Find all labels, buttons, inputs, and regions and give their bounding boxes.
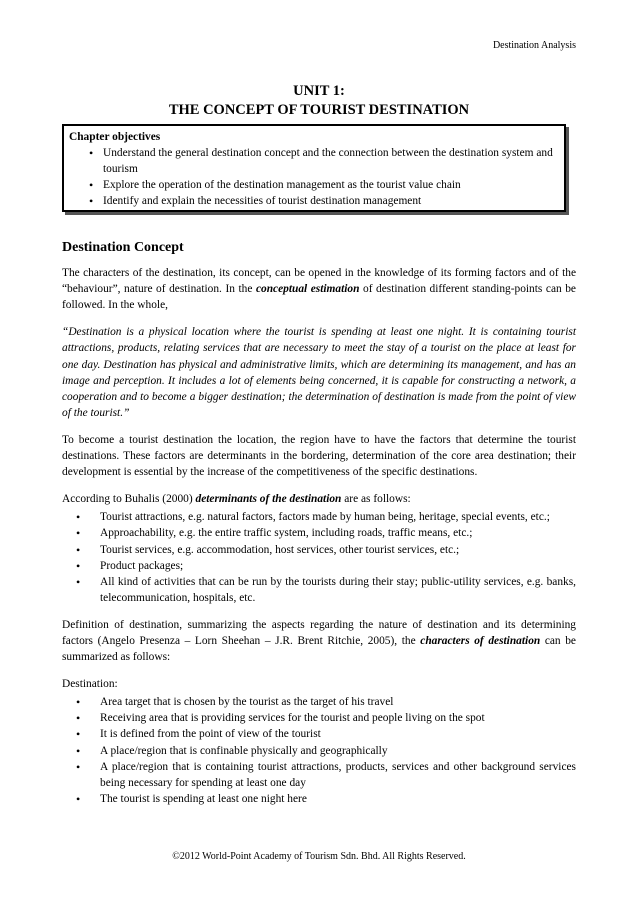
text-run: are as follows: [341, 493, 411, 506]
paragraph-factors: To become a tourist destination the location, the region have to have the factors that determine the tourist destinations. These factors are determinants in the bordering, determination of the core area destination; their development is essential by the increase of the competitiveness of the specific destinations. [62, 433, 576, 479]
determinants-list [62, 509, 576, 606]
list-item: • Tourist attractions, e.g. natural factors, factors made by human being, heritage, special events, etc.; [62, 509, 576, 525]
objectives-title: Chapter objectives [69, 131, 161, 143]
text-run: According to Buhalis (2000) [62, 493, 196, 506]
paragraph-definition [62, 617, 576, 665]
page-footer: ©2012 World-Point Academy of Tourism Sdn. Bhd. All Rights Reserved. [172, 851, 466, 862]
text-run: of destination different standing-points can be followed. In the whole, [62, 283, 576, 312]
emphasis: determinants of the destination [195, 493, 342, 506]
list-item: • Receiving area that is providing services for the tourist and people living on the spot [62, 710, 576, 726]
section-heading: Destination Concept [62, 240, 184, 255]
list-item: • All kind of activities that can be run by the tourists during their stay; public-utility services, e.g. banks, telecommunication, hospitals, etc. [62, 574, 576, 606]
list-item: • Area target that is chosen by the tourist as the target of his travel [62, 694, 576, 710]
running-header: Destination Analysis [492, 40, 576, 51]
definition-quote: “Destination is a physical location where the tourist is spending at least one night. It is containing tourist attractions, products, relating services that are necessary to meet the stay of a tourist on the place at least for one day. Destination has physical and administrative limits, which are determining its management, and has an image and perception. It includes a lot of elements being concerned, it is capable for constructing a network, a cooperation and to become a bigger destination; the determination of destination is made from the point of view of the tourist.” [62, 326, 576, 419]
emphasis: conceptual estimation [255, 283, 360, 296]
destination-label: Destination: [62, 678, 118, 691]
unit-name: THE CONCEPT OF TOURIST DESTINATION [168, 102, 470, 118]
objective-item: • Explore the operation of the destination management as the tourist value chain [69, 177, 557, 193]
list-item: • Approachability, e.g. the entire traffic system, including roads, traffic means, etc.; [62, 525, 576, 541]
emphasis: characters of destination [420, 634, 541, 647]
chapter-objectives-box [62, 124, 566, 212]
paragraph-intro [62, 265, 576, 313]
list-item: • Tourist services, e.g. accommodation, host services, other tourist services, etc.; [62, 542, 576, 558]
text-run: can be summarized as follows: [62, 634, 576, 664]
unit-number: UNIT 1: [293, 83, 345, 99]
characters-list [62, 694, 576, 807]
objectives-list [69, 145, 557, 209]
list-item: • Product packages; [62, 558, 576, 574]
text-run: Definition of destination, summarizing the aspects regarding the nature of destination and its determining factors (Angelo Presenza – Lorn Sheehan – J.R. Brent Ritchie, 2005), the [62, 618, 576, 647]
unit-title [0, 82, 638, 120]
main-content [62, 240, 576, 818]
paragraph-buhalis [62, 491, 576, 507]
list-item: • It is defined from the point of view of the tourist [62, 726, 576, 742]
text-run: The characters of the destination, its concept, can be opened in the knowledge of its forming factors and of the “behaviour”, nature of destination. In the [62, 267, 576, 296]
list-item: • The tourist is spending at least one night here [62, 791, 576, 807]
list-item: • A place/region that is containing tourist attractions, products, services and other background services being necessary for spending at least one day [62, 759, 576, 791]
list-item: • A place/region that is confinable physically and geographically [62, 743, 576, 759]
objective-item: • Understand the general destination concept and the connection between the destination system and tourism [69, 145, 557, 177]
objective-item: • Identify and explain the necessities of tourist destination management [69, 193, 557, 209]
